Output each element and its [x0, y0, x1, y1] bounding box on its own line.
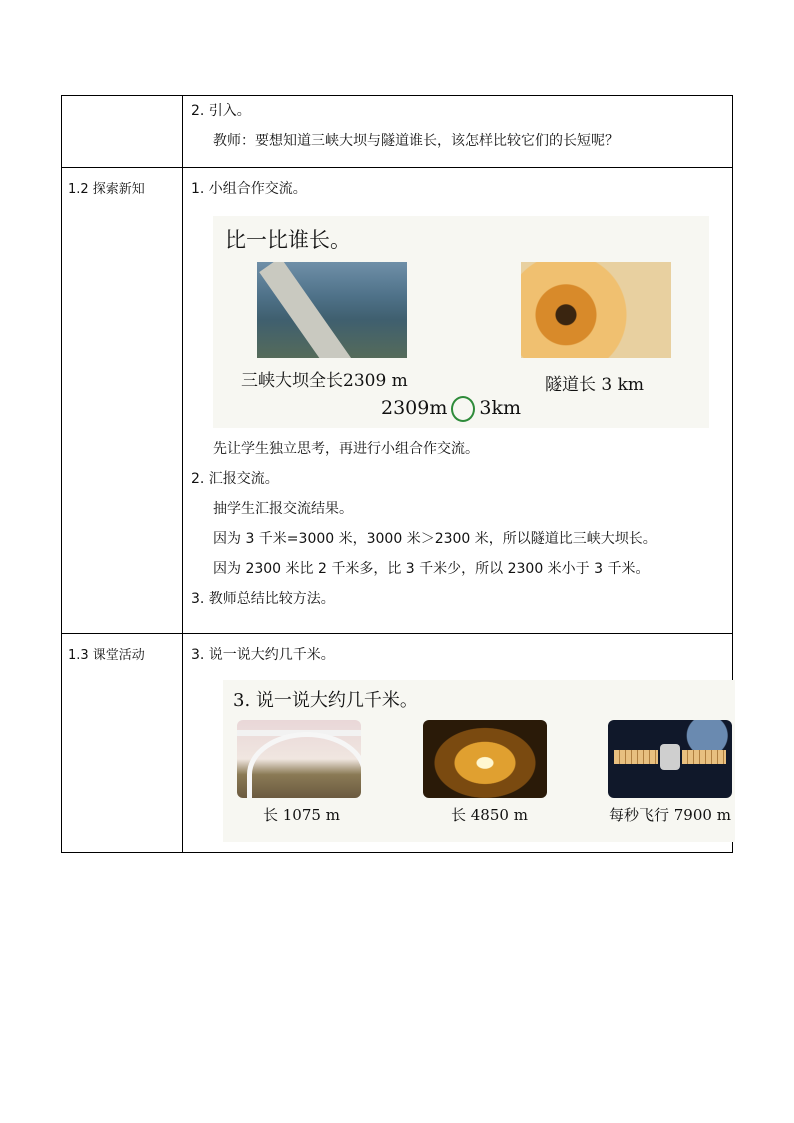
dam-caption: 三峡大坝全长2309 m [241, 371, 408, 391]
row-content-activity [183, 634, 733, 853]
compare-right: 3km [479, 397, 521, 419]
row-content-explore [183, 168, 733, 634]
step-heading: 3. 说一说大约几千米。 [191, 647, 335, 663]
lesson-plan-table [61, 95, 733, 853]
reasoning-line: 因为 2300 米比 2 千米多，比 3 千米少，所以 2300 米小于 3 千米。 [213, 561, 650, 577]
row-explore [62, 168, 733, 634]
bridge-caption: 长 1075 m [263, 806, 340, 824]
blank-circle-icon [451, 396, 475, 422]
compare-figure [213, 216, 709, 428]
step-heading: 2. 汇报交流。 [191, 471, 279, 487]
row-label [62, 96, 183, 168]
row-label-activity: 1.3 课堂活动 [62, 634, 183, 853]
row-activity [62, 634, 733, 853]
row-introduction [62, 96, 733, 168]
comparison [381, 396, 521, 422]
tunnel-caption: 长 4850 m [451, 806, 528, 824]
satellite-photo [608, 720, 732, 798]
step-heading: 1. 小组合作交流。 [191, 181, 307, 197]
figure-title: 比一比谁长。 [225, 228, 351, 252]
reasoning-line: 因为 3 千米=3000 米，3000 米＞2300 米，所以隧道比三峡大坝长。 [213, 531, 657, 547]
instruction: 先让学生独立思考，再进行小组合作交流。 [213, 441, 479, 457]
tunnel-photo [423, 720, 547, 798]
step-heading: 2. 引入。 [191, 103, 251, 119]
row-label-explore: 1.2 探索新知 [62, 168, 183, 634]
dam-photo [257, 262, 407, 358]
tunnel-caption: 隧道长 3 km [545, 375, 645, 395]
tunnel-photo [521, 262, 671, 358]
estimate-figure [223, 680, 735, 842]
figure-title: 3. 说一说大约几千米。 [233, 690, 418, 711]
step-heading: 3. 教师总结比较方法。 [191, 591, 335, 607]
satellite-caption: 每秒飞行 7900 m [609, 806, 731, 824]
row-content [183, 96, 733, 168]
teacher-question: 教师：要想知道三峡大坝与隧道谁长，该怎样比较它们的长短呢？ [213, 133, 619, 149]
compare-left: 2309m [381, 397, 448, 419]
instruction: 抽学生汇报交流结果。 [213, 501, 353, 517]
bridge-photo [237, 720, 361, 798]
